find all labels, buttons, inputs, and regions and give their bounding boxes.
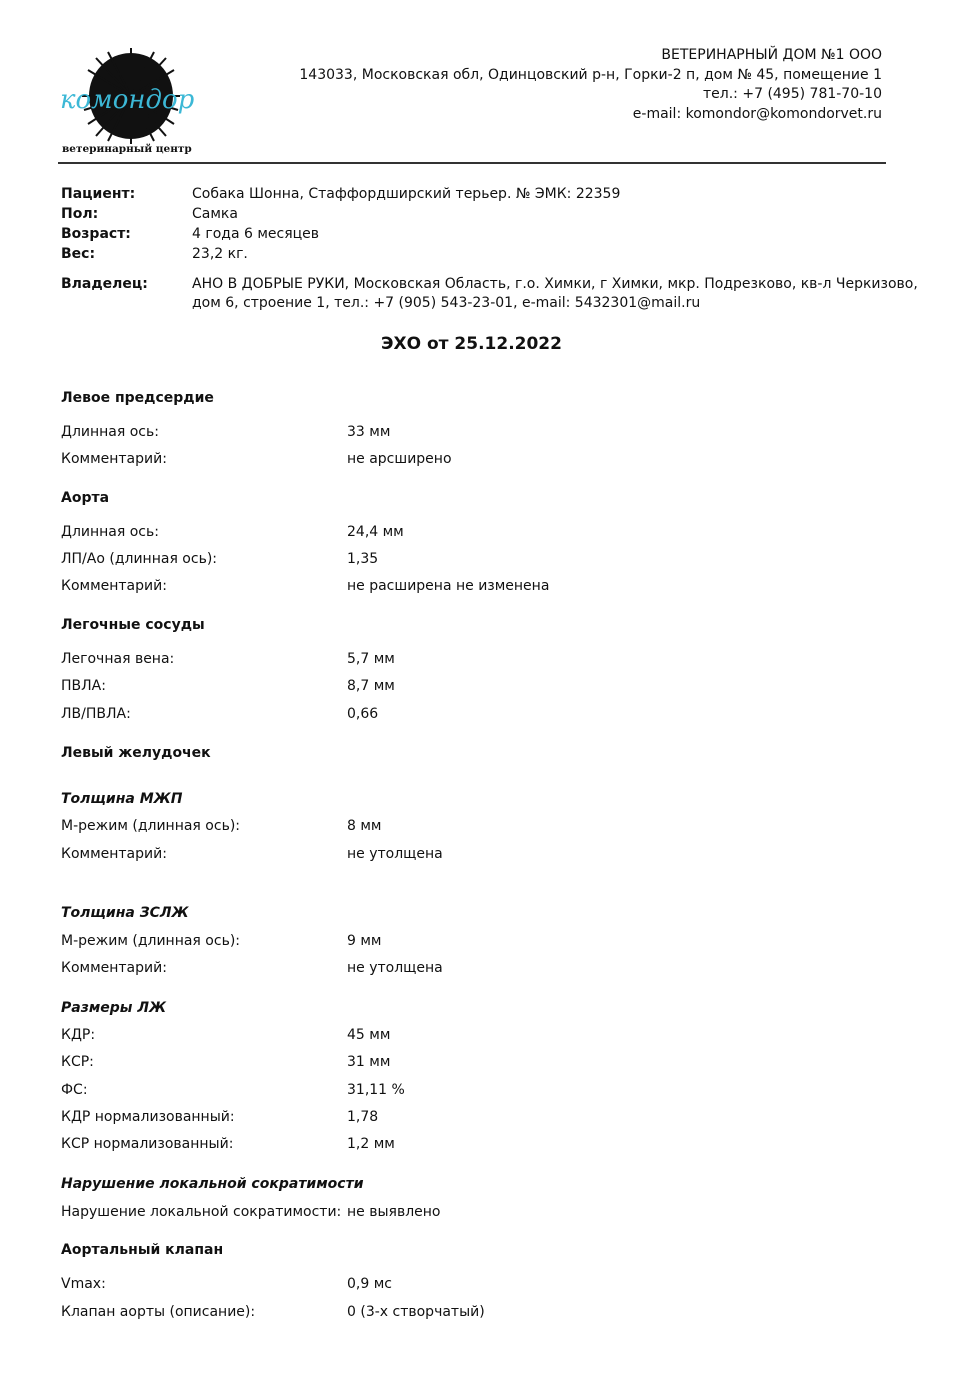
subsection-heading-wall-motion: Нарушение локальной сократимости [61, 1176, 364, 1192]
sex-value: Самка [192, 206, 238, 222]
subsection-heading-lv-size: Размеры ЛЖ [61, 1000, 167, 1016]
row-value: 1,35 [347, 551, 379, 567]
age-value: 4 года 6 месяцев [192, 226, 320, 242]
row-label: Комментарий: [61, 578, 167, 594]
row-label: ФС: [61, 1082, 88, 1098]
org-phone: тел.: +7 (495) 781-70-10 [703, 86, 882, 102]
row-value: не арсширено [347, 451, 452, 467]
row-value: не утолщена [347, 846, 443, 862]
org-name: ВЕТЕРИНАРНЫЙ ДОМ №1 ООО [661, 47, 882, 63]
row-value: 5,7 мм [347, 651, 395, 667]
row-value: 45 мм [347, 1027, 391, 1043]
row-value: не расширена не изменена [347, 578, 550, 594]
section-heading-pulmonary: Легочные сосуды [61, 617, 205, 633]
row-label: Комментарий: [61, 960, 167, 976]
row-value: не утолщена [347, 960, 443, 976]
owner-value-line2: дом 6, строение 1, тел.: +7 (905) 543-23-01, e-mail: 5432301@mail.ru [192, 295, 701, 311]
header-divider [58, 162, 886, 164]
patient-label: Пациент: [61, 186, 136, 202]
row-label: КСР: [61, 1054, 94, 1070]
logo-caption: ветеринарный центр [62, 143, 192, 155]
section-heading-aortic-valve: Аортальный клапан [61, 1242, 224, 1258]
org-email[interactable]: e-mail: komondor@komondorvet.ru [632, 105, 882, 122]
row-value: 0 (3-х створчатый) [347, 1304, 485, 1320]
row-value: 0,9 мс [347, 1276, 392, 1292]
section-heading-aorta: Аорта [61, 490, 110, 506]
row-label: Длинная ось: [61, 524, 159, 540]
org-address: 143033, Московская обл, Одинцовский р-н, Горки-2 п, дом № 45, помещение 1 [299, 66, 882, 83]
owner-label: Владелец: [61, 276, 148, 292]
row-value: 33 мм [347, 424, 391, 440]
sex-label: Пол: [61, 206, 99, 222]
row-label: Комментарий: [61, 451, 167, 467]
row-value: 0,66 [347, 706, 379, 722]
subsection-heading-ivs: Толщина МЖП [61, 791, 183, 807]
row-value: 1,78 [347, 1109, 379, 1125]
patient-info [61, 184, 918, 314]
row-label: Клапан аорты (описание): [61, 1304, 256, 1320]
row-label: ПВЛА: [61, 678, 106, 694]
weight-value: 23,2 кг. [192, 246, 248, 262]
logo-wordmark: комондор [60, 85, 195, 115]
row-value: 31 мм [347, 1054, 391, 1070]
row-value: 1,2 мм [347, 1136, 395, 1152]
row-value: не выявлено [347, 1204, 441, 1220]
owner-value-line1: АНО В ДОБРЫЕ РУКИ, Московская Область, г.о. Химки, г Химки, мкр. Подрезково, кв-л Черкизово, [192, 276, 918, 292]
row-label: КДР: [61, 1027, 96, 1043]
subsection-heading-lvpw: Толщина ЗСЛЖ [61, 905, 189, 921]
row-label: Длинная ось: [61, 424, 159, 440]
logo-mop-graphic [56, 46, 196, 158]
row-label: Легочная вена: [61, 651, 175, 667]
report-title: ЭХО от 25.12.2022 [381, 334, 562, 354]
row-value: 31,11 % [347, 1082, 405, 1098]
row-value: 8,7 мм [347, 678, 395, 694]
row-value: 9 мм [347, 933, 382, 949]
row-label: КСР нормализованный: [61, 1136, 234, 1152]
row-label: ЛВ/ПВЛА: [61, 706, 131, 722]
section-heading-left-ventricle: Левый желудочек [61, 745, 211, 761]
weight-label: Вес: [61, 246, 96, 262]
row-label: Vmax: [61, 1276, 106, 1292]
row-label: Комментарий: [61, 846, 167, 862]
row-label: М-режим (длинная ось): [61, 818, 240, 834]
patient-value: Собака Шонна, Стаффордширский терьер. № ЭМК: 22359 [192, 186, 621, 202]
row-value: 24,4 мм [347, 524, 404, 540]
row-label: Нарушение локальной сократимости: [61, 1204, 342, 1220]
org-header [299, 46, 882, 124]
clinic-logo [56, 46, 196, 158]
section-heading-left-atrium: Левое предсердие [61, 390, 214, 406]
age-label: Возраст: [61, 226, 131, 242]
row-label: КДР нормализованный: [61, 1109, 235, 1125]
row-label: ЛП/Ао (длинная ось): [61, 551, 218, 567]
row-label: М-режим (длинная ось): [61, 933, 240, 949]
row-value: 8 мм [347, 818, 382, 834]
